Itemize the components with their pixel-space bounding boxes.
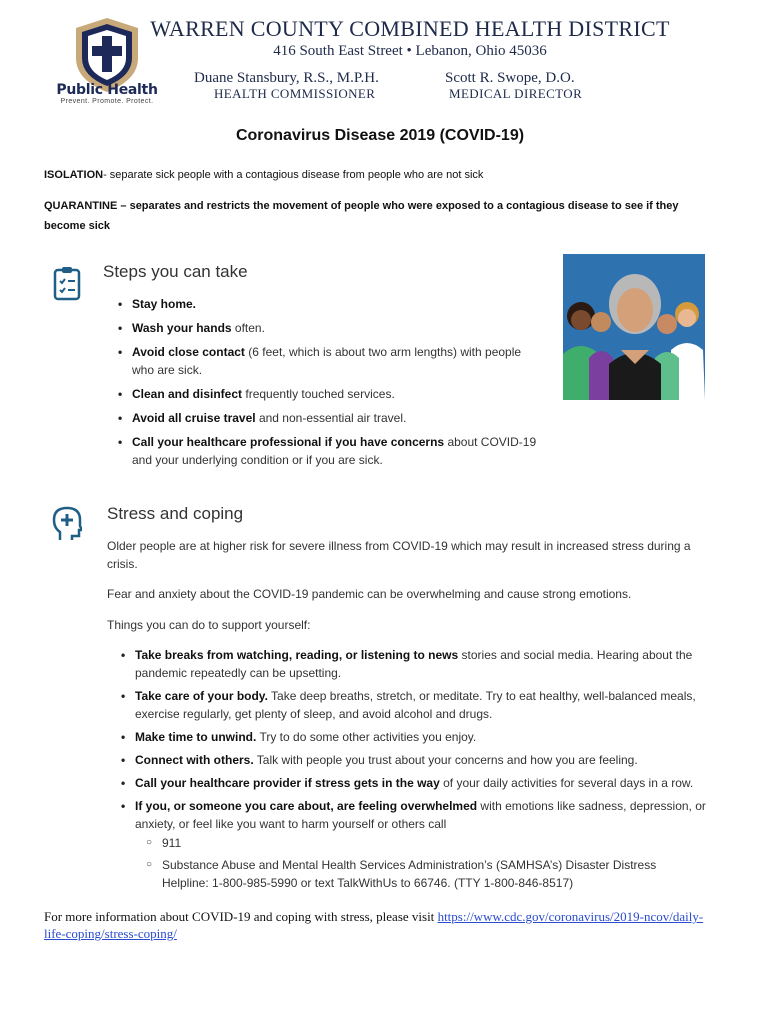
logo-name: Public Health: [56, 82, 158, 98]
quarantine-term: QUARANTINE: [44, 200, 118, 212]
organization-address: 416 South East Street • Lebanon, Ohio 45036: [273, 43, 547, 59]
list-item: • Take care of your body. Take deep breaths, stretch, or meditate. Try to eat healthy, well-balanced meals, exercise regularly, get plenty of sleep, and avoid alcohol and drugs.: [121, 687, 711, 723]
quarantine-text: – separates and restricts the movement of people who were exposed to a contagious disease to see if they become sick: [44, 200, 679, 232]
stress-heading: Stress and coping: [107, 504, 244, 523]
list-item: • Call your healthcare provider if stress gets in the way of your daily activities for several days in a row.: [121, 774, 711, 792]
list-item: ○ Substance Abuse and Mental Health Services Administration’s (SAMHSA’s) Disaster Distress Helpline: 1-800-985-5990 or text TalkWithUs to 66746. (TTY 1-800-846-8517): [146, 856, 686, 892]
isolation-text: - separate sick people with a contagious disease from people who are not sick: [103, 169, 484, 181]
director-name: Scott R. Swope, D.O.: [445, 70, 575, 86]
logo-tagline: Prevent. Promote. Protect.: [60, 98, 154, 105]
list-item: ○ 911: [146, 834, 686, 852]
commissioner-title: HEALTH COMMISSIONER: [214, 86, 376, 101]
helpline-list: [146, 834, 686, 892]
director-title: MEDICAL DIRECTOR: [449, 86, 583, 101]
list-item: • Connect with others. Talk with people you trust about your concerns and how you are feeling.: [121, 751, 711, 769]
list-item: • Take breaks from watching, reading, or listening to news stories and social media. Hearing about the pandemic repeatedly can be upsetting.: [121, 646, 711, 682]
head-plus-icon: [52, 506, 82, 542]
footer-text: For more information about COVID-19 and coping with stress, please visit: [44, 909, 438, 924]
document-title: Coronavirus Disease 2019 (COVID-19): [235, 127, 525, 144]
list-item: • Wash your hands often.: [118, 319, 538, 337]
coping-list: [121, 646, 711, 833]
organization-name: WARREN COUNTY COMBINED HEALTH DISTRICT: [150, 16, 670, 41]
stress-paragraph-2: Fear and anxiety about the COVID-19 pandemic can be overwhelming and cause strong emotions.: [107, 587, 632, 601]
list-item: • Stay home.: [118, 295, 538, 313]
stress-paragraph-3: Things you can do to support yourself:: [107, 618, 311, 632]
list-item: • Make time to unwind. Try to do some other activities you enjoy.: [121, 728, 711, 746]
list-item: • Avoid close contact (6 feet, which is about two arm lengths) with people who are sick.: [118, 343, 538, 379]
list-item: • Call your healthcare professional if you have concerns about COVID-19 and your underlying condition or if you are sick.: [118, 433, 538, 469]
cdc-link[interactable]: https://www.cdc.gov/coronavirus/2019-ncov/daily-life-coping/stress-coping/: [44, 909, 704, 941]
quarantine-definition: [44, 196, 714, 236]
list-item: • Avoid all cruise travel and non-essential air travel.: [118, 409, 538, 427]
footer-note: [44, 908, 724, 942]
commissioner-name: Duane Stansbury, R.S., M.P.H.: [194, 70, 379, 86]
stress-paragraph-1: Older people are at higher risk for severe illness from COVID-19 which may result in increased stress during a crisis.: [107, 539, 691, 571]
steps-list: [118, 295, 538, 469]
steps-heading: Steps you can take: [103, 262, 248, 281]
list-item: • If you, or someone you care about, are feeling overwhelmed with emotions like sadness, depression, or anxiety, or feel like you want to harm yourself or others call: [121, 797, 711, 833]
list-item: • Clean and disinfect frequently touched services.: [118, 385, 538, 403]
isolation-definition: [44, 165, 714, 185]
isolation-term: ISOLATION: [44, 169, 104, 181]
clipboard-checklist-icon: [52, 265, 82, 301]
people-illustration: [563, 254, 705, 400]
